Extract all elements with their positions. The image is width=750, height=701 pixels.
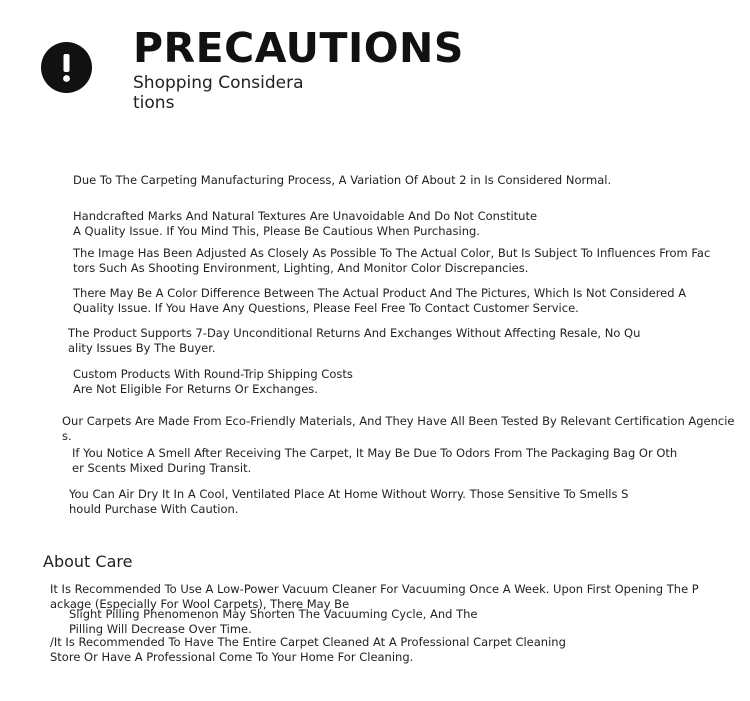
- note-item: You Can Air Dry It In A Cool, Ventilated Place At Home Without Worry. Those Sensitive To Smells Should Purchase With Caution.: [69, 487, 629, 516]
- note-item: If You Notice A Smell After Receiving The Carpet, It May Be Due To Odors From The Packaging Bag Or Other Scents Mixed During Transit.: [72, 446, 678, 475]
- note-item: The Product Supports 7-Day Unconditional Returns And Exchanges Without Affecting Resale, No Quality Issues By The Buyer.: [68, 326, 641, 355]
- care-item: /It Is Recommended To Have The Entire Carpet Cleaned At A Professional Carpet Cleaning Store Or Have A Professional Come To Your Home For Cleaning.: [50, 635, 566, 664]
- page-subtitle: Shopping Considerations: [133, 73, 304, 113]
- note-item: Due To The Carpeting Manufacturing Process, A Variation Of About 2 in Is Considered Normal.: [73, 173, 612, 187]
- note-item: Handcrafted Marks And Natural Textures Are Unavoidable And Do Not Constitute A Quality Issue. If You Mind This, Please Be Cautious When Purchasing.: [73, 209, 538, 238]
- care-heading: About Care: [43, 552, 133, 571]
- care-item: It Is Recommended To Use A Low-Power Vacuum Cleaner For Vacuuming Once A Week. Upon First Opening The Package (Especially For Wool Carpets), There May Be: [50, 582, 699, 611]
- exclamation-icon: [41, 42, 92, 93]
- care-item: Slight Pilling Phenomenon May Shorten The Vacuuming Cycle, And The Pilling Will Decrease Over Time.: [69, 607, 478, 636]
- note-item: The Image Has Been Adjusted As Closely As Possible To The Actual Color, But Is Subject To Influences From Factors Such As Shooting Environment, Lighting, And Monitor Color Discrepancies.: [73, 246, 711, 275]
- note-item: There May Be A Color Difference Between The Actual Product And The Pictures, Which Is Not Considered A Quality Issue. If You Have Any Questions, Please Feel Free To Contact Customer Service.: [73, 286, 687, 315]
- page-title: PRECAUTIONS: [133, 24, 464, 72]
- note-item: Our Carpets Are Made From Eco-Friendly Materials, And They Have All Been Tested By Relevant Certification Agencies.: [62, 414, 735, 443]
- note-item: Custom Products With Round-Trip Shipping Costs Are Not Eligible For Returns Or Exchanges.: [73, 367, 353, 396]
